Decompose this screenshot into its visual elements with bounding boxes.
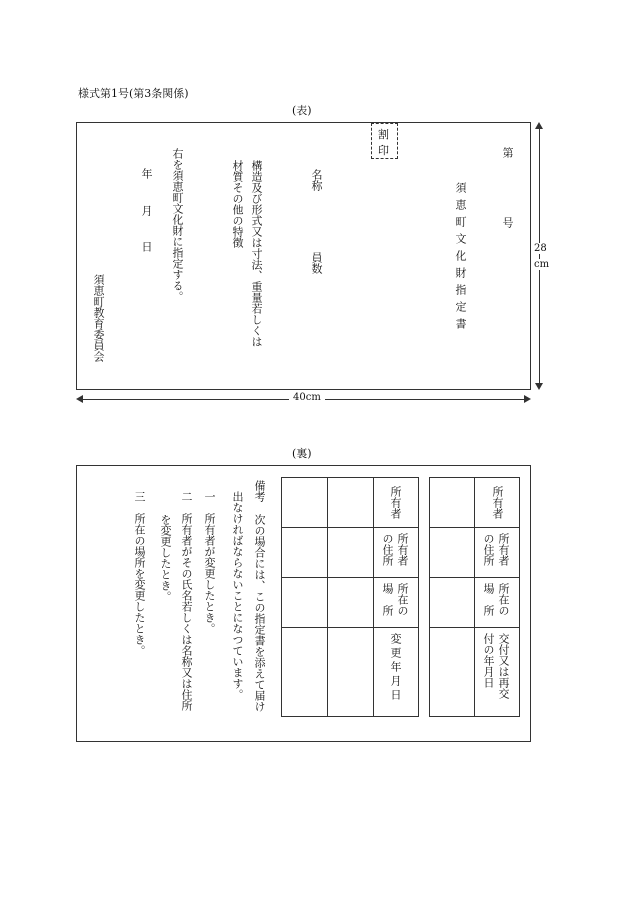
structure-line-1: 構造及び形式又は寸法、重量若しくは bbox=[250, 160, 263, 347]
note-item-2b: を変更したとき。 bbox=[159, 514, 172, 602]
count-label: 員数 bbox=[310, 252, 323, 274]
notes-line-2: 出なければならないことになつています。 bbox=[231, 491, 244, 700]
table-left-loc-a: 所在の bbox=[396, 583, 409, 616]
table-left-owner: 所有者 bbox=[389, 486, 402, 519]
date-day: 日 bbox=[140, 241, 153, 252]
height-arrow-top bbox=[535, 122, 543, 129]
table-right-loc-b: 場 所 bbox=[482, 583, 495, 616]
issuer-name: 須恵町教育委員会 bbox=[92, 274, 105, 362]
table-right-date-b: 付の年月日 bbox=[482, 633, 495, 688]
note-item-3: 三 所在の場所を変更したとき。 bbox=[133, 491, 146, 656]
table-right-hline-2 bbox=[429, 577, 520, 578]
table-left-loc-b: 場 所 bbox=[381, 583, 394, 616]
table-right-loc-a: 所在の bbox=[497, 583, 510, 616]
table-left-vline-2 bbox=[373, 477, 374, 717]
seal-char-b: 印 bbox=[378, 144, 389, 157]
note-item-1: 一 所有者が変更したとき。 bbox=[203, 491, 216, 634]
name-label: 名称 bbox=[310, 169, 323, 191]
structure-line-2: 材質その他の特徴 bbox=[231, 160, 244, 248]
height-value: 28 bbox=[534, 243, 547, 254]
date-month: 月 bbox=[140, 205, 153, 216]
width-label: 40cm bbox=[289, 392, 325, 403]
front-heading: (表) bbox=[292, 104, 312, 117]
height-unit: cm bbox=[534, 259, 550, 270]
table-left-hline-3 bbox=[281, 627, 419, 628]
width-arrow-left bbox=[76, 395, 83, 403]
number-go: 号 bbox=[501, 217, 514, 228]
table-left-hline-2 bbox=[281, 577, 419, 578]
table-right-vline bbox=[474, 477, 475, 717]
designation-text: 右を須恵町文化財に指定する。 bbox=[171, 148, 184, 302]
table-left-date: 変更年月日 bbox=[389, 633, 402, 703]
height-arrow-bottom bbox=[535, 383, 543, 390]
table-left-vline-1 bbox=[327, 477, 328, 717]
document-title: 須恵町文化財指定書 bbox=[454, 182, 467, 335]
form-label: 様式第1号(第3条関係) bbox=[78, 87, 189, 100]
table-right-hline-1 bbox=[429, 527, 520, 528]
notes-title: 備考 bbox=[253, 480, 266, 502]
table-left-addr-b: の住所 bbox=[381, 533, 394, 566]
number-dai: 第 bbox=[501, 147, 514, 158]
seal-char-a: 割 bbox=[378, 128, 389, 141]
table-right-owner: 所有者 bbox=[491, 486, 504, 519]
back-heading: (裏) bbox=[292, 447, 312, 460]
table-right-addr-a: 所有者 bbox=[497, 533, 510, 566]
table-right-addr-b: の住所 bbox=[482, 533, 495, 566]
table-right-date-a: 交付又は再交 bbox=[497, 633, 510, 699]
date-year: 年 bbox=[140, 168, 153, 179]
note-item-2a: 二 所有者がその氏名若しくは名称又は住所 bbox=[180, 491, 193, 711]
height-dimension-line bbox=[539, 125, 540, 387]
table-left-addr-a: 所有者 bbox=[396, 533, 409, 566]
table-left-hline-1 bbox=[281, 527, 419, 528]
notes-line-1: 次の場合には、この指定書を添えて届け bbox=[253, 514, 266, 712]
table-right-hline-3 bbox=[429, 627, 520, 628]
width-arrow-right bbox=[524, 395, 531, 403]
